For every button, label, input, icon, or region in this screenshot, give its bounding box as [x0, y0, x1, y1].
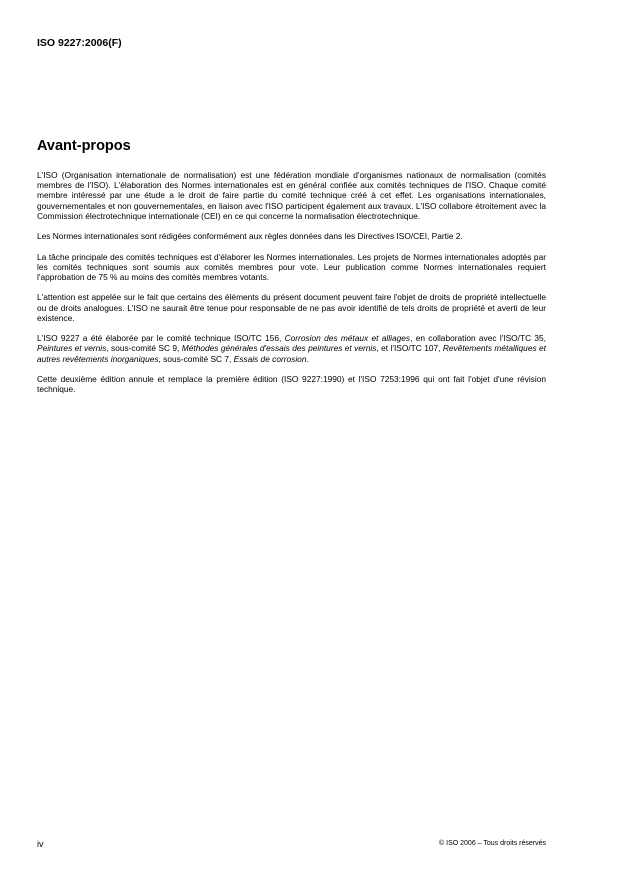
page-title: Avant-propos: [37, 138, 131, 154]
paragraph: [37, 374, 546, 394]
text-run: Cette deuxième édition annule et remplace la première édition (ISO 9227:1990) et l'ISO 7253:1996 qui ont fait l'objet d'une révision technique.: [37, 373, 546, 395]
paragraph: [37, 231, 546, 241]
body-text: [37, 170, 546, 405]
italic-run: Peintures et vernis: [37, 343, 107, 354]
paragraph: [37, 333, 546, 364]
italic-run: Corrosion des métaux et alliages: [284, 333, 411, 344]
text-run: , en collaboration avec l'ISO/TC 35,: [410, 333, 546, 344]
paragraph: [37, 292, 546, 323]
text-run: , et l'ISO/TC 107,: [376, 343, 443, 354]
text-run: L'ISO (Organisation internationale de normalisation) est une fédération mondiale d'organismes nationaux de normalisation (comités membres de l'ISO). L'élaboration des Normes internationales est en général confiée aux comités techniques de l'ISO. Chaque comité membre intéressé par une étude a le droit de faire partie du comité technique créé à cet effet. Les organisations internationales, gouvernementales et non gouvernementales, en liaison avec l'ISO participent également aux travaux. L'ISO collabore étroitement avec la Commission électrotechnique internationale (CEI) en ce qui concerne la normalisation électrotechnique.: [37, 170, 546, 221]
page-number: iv: [37, 839, 44, 849]
text-run: .: [306, 353, 309, 364]
text-run: L'ISO 9227 a été élaborée par le comité technique ISO/TC 156,: [37, 333, 285, 344]
italic-run: Essais de corrosion: [233, 353, 307, 364]
text-run: Les Normes internationales sont rédigées conformément aux règles données dans les Directives ISO/CEI, Partie 2.: [37, 231, 463, 242]
copyright-notice: © ISO 2006 – Tous droits réservés: [439, 840, 546, 847]
text-run: , sous-comité SC 7,: [158, 353, 234, 364]
paragraph: [37, 252, 546, 283]
text-run: , sous-comité SC 9,: [106, 343, 182, 354]
text-run: L'attention est appelée sur le fait que certains des éléments du présent document peuvent faire l'objet de droits de propriété intellectuelle ou de droits analogues. L'ISO ne saurait être tenue pour responsable de ne pas avoir identifié de tels droits de propriété et averti de leur existence.: [37, 292, 546, 323]
text-run: La tâche principale des comités techniques est d'élaborer les Normes internationales. Les projets de Normes internationales adoptés par les comités techniques sont soumis aux comités membres pour vote. Leur publication comme Normes internationales requiert l'approbation de 75 % au moins des comités membres votants.: [37, 251, 546, 282]
document-header: ISO 9227:2006(F): [37, 37, 122, 49]
italic-run: Méthodes générales d'essais des peintures et vernis: [181, 343, 377, 354]
paragraph: [37, 170, 546, 221]
italic-run: Revêtements métalliques et autres revêtements inorganiques: [37, 343, 546, 364]
